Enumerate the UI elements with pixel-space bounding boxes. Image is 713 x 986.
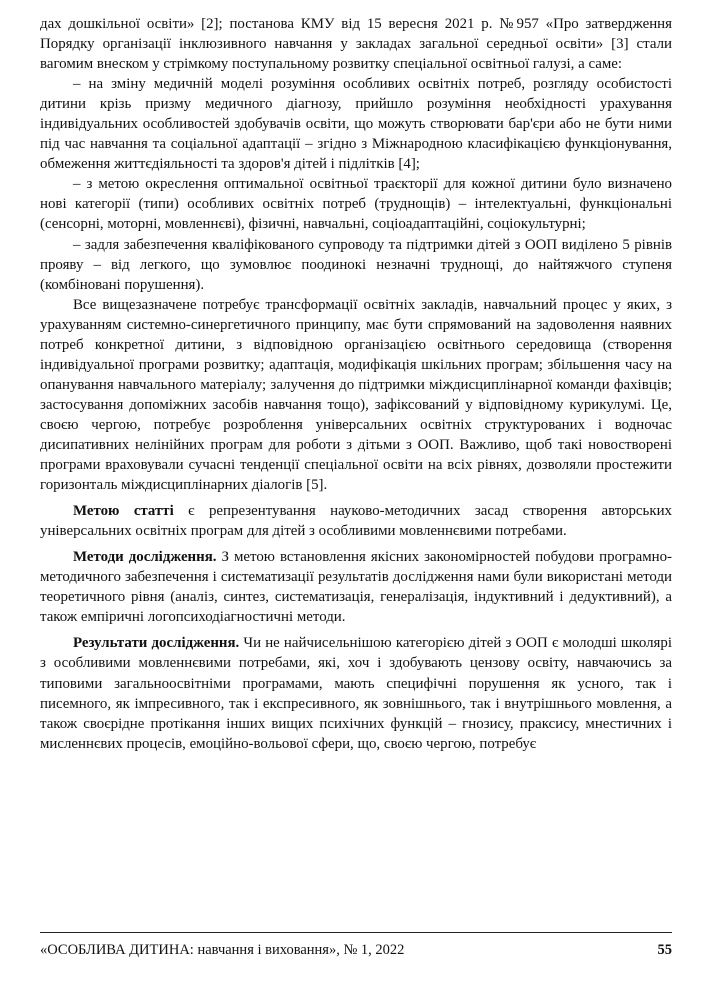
paragraph-transformation: Все вищезазначене потребує трансформації освітніх закладів, навчальний процес у яких, з урахуванням системно-синергетичного принципу, має бути спрямований на задоволення наявних потреб конкретної дитини, з відповідною організацією освітнього середовища (створення індивідуальної програми розвитку; адаптація, модифікація шкільних програм; збільшення часу на опанування навчального матеріалу; залучення до підтримки міждисциплінарної команди фахівців; застосування допоміжних засобів навчання тощо), зафіксований у відповідному курикулумі. Це, своєю чергою, потребує розроблення універсальних освітніх структурованих і водночас дисипативних нелінійних програм для роботи з дітьми з ООП. Важливо, щоб такі новостворені програми враховували сучасні тенденції спеціальної освіти на всіх рівнях, дозволяли простежити горизонталь міждисциплінарних діалогів [5]. <box>40 296 672 494</box>
paragraph-intro: дах дошкільної освіти» [2]; постанова КМУ від 15 вересня 2021 р. №957 «Про затвердження Порядку організації інклюзивного навчання у закладах загальної середньої освіти» [3] стали вагомим внеском у стрімкому поступальному розвитку спеціальної освітньої галузі, а саме: <box>40 16 672 73</box>
aim-text: є репрезентування науково-методичних засад створення авторських універсальних освітніх програм для дітей з особливими мовленнєвими потребами. <box>40 503 672 540</box>
paragraph-results <box>40 633 672 753</box>
paragraph-bullet-levels: – задля забезпечення кваліфікованого супроводу та підтримки дітей з ООП виділено 5 рівнів прояву – від легкого, що зумовлює поодинокі незначні труднощі, до найтяжчого ступеня (комбіновані порушення). <box>40 236 672 293</box>
paragraph-bullet-medical-model: – на зміну медичній моделі розуміння особливих освітніх потреб, розгляду особистості дитини крізь призму медичного діагнозу, прийшло розуміння необхідності урахування індивідуальних особливостей здобувачів освіти, що можуть створювати бар'єри або не бути ними під час навчання та соціальної адаптації – згідно з Міжнародною класифікацією функціонування, обмеження життєдіяльності та здоров'я дітей і підлітків [4]; <box>40 76 672 173</box>
journal-title: «ОСОБЛИВА ДИТИНА: навчання і виховання», № 1, 2022 <box>40 942 405 958</box>
paragraph-methods <box>40 547 672 627</box>
methods-text: З метою встановлення якісних закономірностей побудови програмно-методичного забезпечення і систематизації результатів дослідження нами були використані методи теоретичного рівня (аналіз, синтез, систематизація, генералізація, індуктивний і дедуктивний), а також емпіричні логопсиходіагностичні методи. <box>40 549 672 626</box>
results-heading: Результати дослідження. <box>73 635 240 652</box>
paragraph-bullet-categories: – з метою окреслення оптимальної освітньої траєкторії для кожної дитини було визначено нові категорії (типи) особливих освітніх потреб (труднощів) – інтелектуальні, функціональні (сенсорні, моторні, мовленнєві), фізичні, навчальні, соціоадаптаційні, соціокультурні; <box>40 176 672 233</box>
aim-heading: Метою статті <box>73 503 174 520</box>
methods-heading: Методи дослідження. <box>73 549 217 566</box>
article-body <box>40 14 672 754</box>
page-footer <box>40 932 672 959</box>
paragraph-aim <box>40 501 672 541</box>
results-text: Чи не найчисельнішою категорією дітей з ООП є молодші школярі з особливими мовленнєвими потребами, які, хоч і здобувають цензову освіту, навчаючись за типовими загальноосвітніми програмами, мають специфічні порушення як усного, так і писемного, як імпресивного, так і експресивного, як зовнішнього, так і внутрішнього мовлення, а також своєрідне протікання інших вищих психічних функцій – гнозису, праксису, мнестичних і мисленнєвих процесів, емоційно-вольової сфери, що, своєю чергою, потребує <box>40 635 672 752</box>
page-number: 55 <box>657 942 672 958</box>
